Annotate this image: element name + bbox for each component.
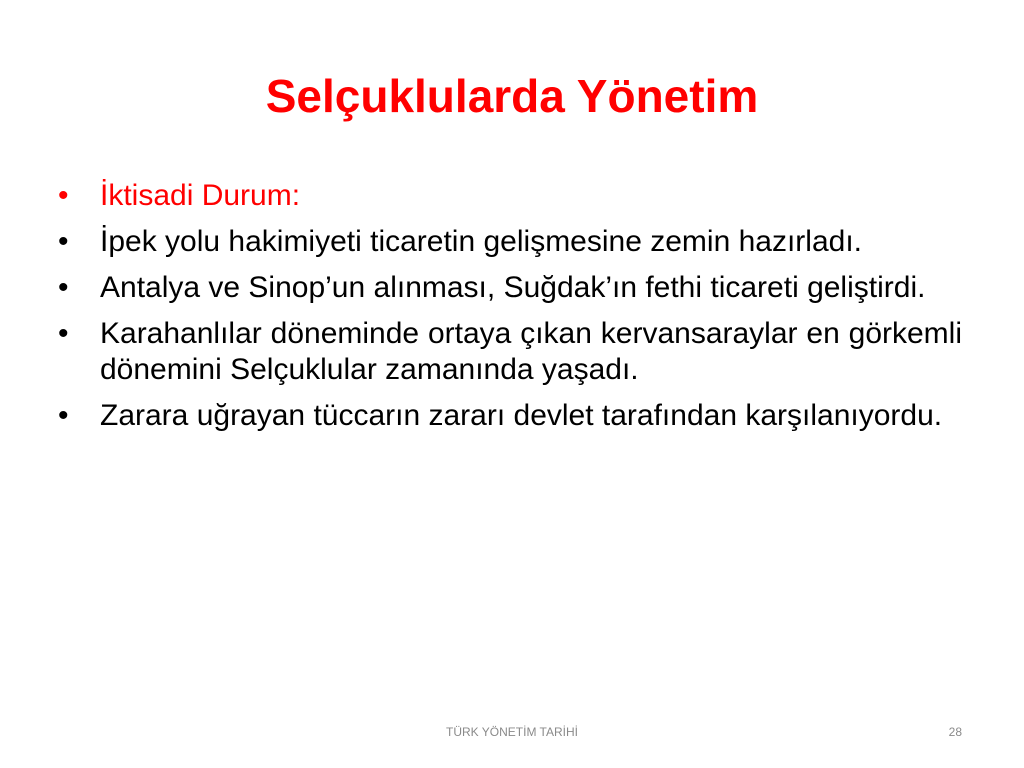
bullet-dot-icon: •	[58, 317, 69, 350]
bullet-dot-icon: •	[58, 399, 69, 432]
bullet-dot-icon: •	[58, 271, 69, 304]
bullet-text: Zarara uğrayan tüccarın zararı devlet tarafından karşılanıyordu.	[100, 399, 943, 432]
bullet-item	[58, 398, 962, 434]
bullet-dot-icon: •	[58, 179, 69, 212]
bullet-item	[58, 270, 962, 306]
bullet-list	[58, 178, 962, 444]
bullet-text: Karahanlılar döneminde ortaya çıkan kervansaraylar en görkemli dönemini Selçuklular zamanında yaşadı.	[100, 317, 962, 386]
page-number: 28	[948, 725, 962, 739]
bullet-item	[58, 224, 962, 260]
footer-text: TÜRK YÖNETİM TARİHİ	[445, 725, 578, 739]
bullet-dot-icon: •	[58, 225, 69, 258]
bullet-text: İpek yolu hakimiyeti ticaretin gelişmesine zemin hazırladı.	[100, 225, 862, 258]
bullet-item	[58, 178, 962, 214]
bullet-text: İktisadi Durum:	[100, 179, 301, 212]
slide-title: Selçuklularda Yönetim	[265, 70, 759, 122]
bullet-text: Antalya ve Sinop’un alınması, Suğdak’ın fethi ticareti geliştirdi.	[100, 271, 926, 304]
bullet-item	[58, 316, 962, 388]
